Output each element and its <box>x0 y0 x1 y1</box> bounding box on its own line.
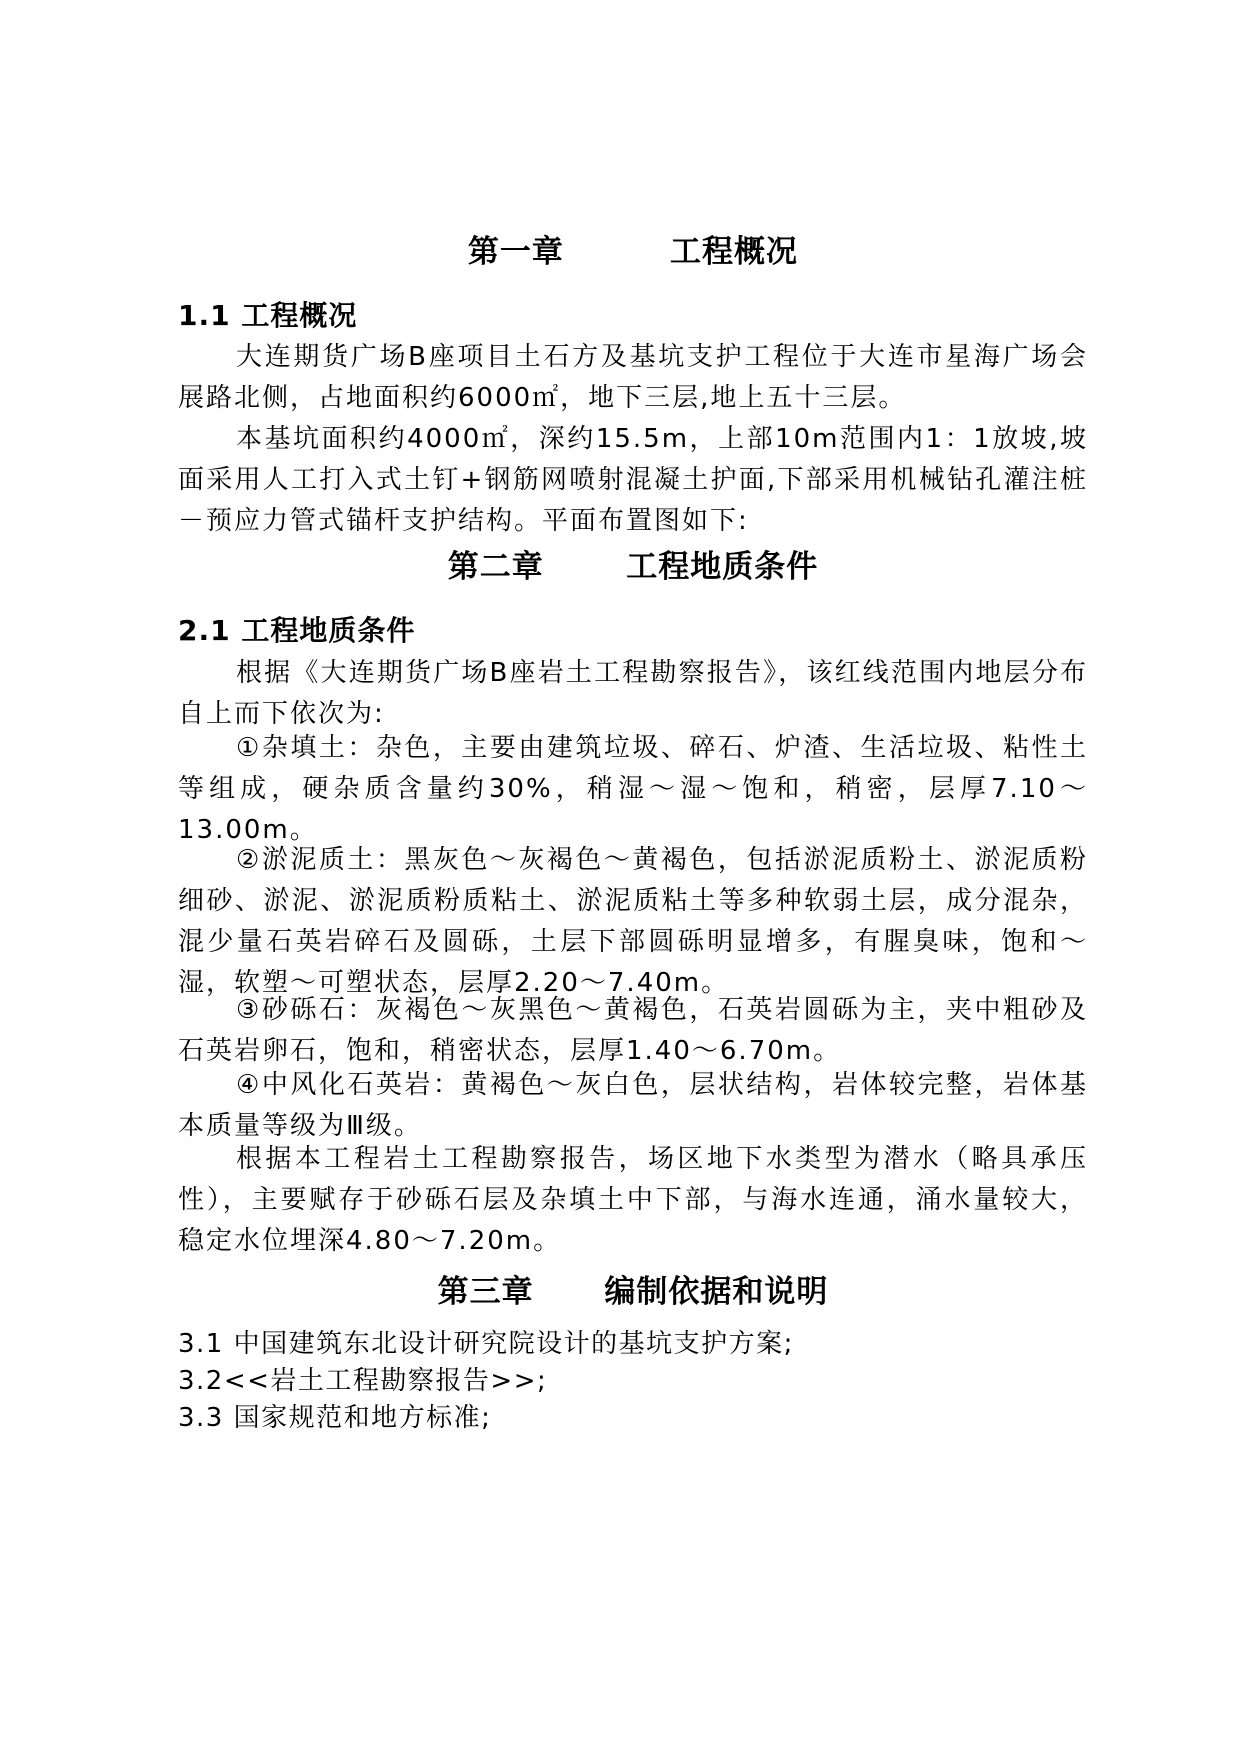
basis-item-2: 3.2<<岩土工程勘察报告>>; <box>178 1366 548 1396</box>
layer-1-description: ①杂填土：杂色，主要由建筑垃圾、碎石、炉渣、生活垃圾、粘性土等组成，硬杂质含量约30%，稍湿～湿～饱和，稍密，层厚7.10～13.00m。 <box>178 733 1088 845</box>
chapter-3-title: 第三章 编制依据和说明 <box>437 1274 829 1310</box>
layer-3-description: ③砂砾石：灰褐色～灰黑色～黄褐色，石英岩圆砾为主，夹中粗砂及石英岩卵石，饱和，稍密状态，层厚1.40～6.70m。 <box>178 995 1088 1066</box>
basis-item-1: 3.1 中国建筑东北设计研究院设计的基坑支护方案; <box>178 1329 794 1359</box>
section-2-1-paragraph-1: 根据《大连期货广场B座岩土工程勘察报告》，该红线范围内地层分布自上而下依次为: <box>178 658 1088 729</box>
section-1-1-heading: 1.1 工程概况 <box>178 299 358 332</box>
layer-4-description: ④中风化石英岩：黄褐色～灰白色，层状结构，岩体较完整，岩体基本质量等级为Ⅲ级。 <box>178 1070 1088 1141</box>
layer-2-description: ②淤泥质土：黑灰色～灰褐色～黄褐色，包括淤泥质粉土、淤泥质粉细砂、淤泥、淤泥质粉质粘土、淤泥质粘土等多种软弱土层，成分混杂，混少量石英岩碎石及圆砾，土层下部圆砾明显增多，有腥臭味，饱和～湿，软塑～可塑状态，层厚2.20～7.40m。 <box>178 845 1088 998</box>
section-1-1-paragraph-2: 本基坑面积约4000㎡，深约15.5m，上部10m范围内1：1放坡,坡面采用人工打入式土钉+钢筋网喷射混凝土护面,下部采用机械钻孔灌注桩－预应力管式锚杆支护结构。平面布置图如下: <box>178 424 1088 536</box>
chapter-1-title: 第一章 工程概况 <box>467 234 799 270</box>
section-2-1-heading: 2.1 工程地质条件 <box>178 614 416 647</box>
basis-item-3: 3.3 国家规范和地方标准; <box>178 1403 492 1433</box>
section-1-1-paragraph-1: 大连期货广场B座项目土石方及基坑支护工程位于大连市星海广场会展路北侧，占地面积约6000㎡，地下三层,地上五十三层。 <box>178 342 1088 413</box>
chapter-2-title: 第二章 工程地质条件 <box>447 549 819 585</box>
groundwater-paragraph: 根据本工程岩土工程勘察报告，场区地下水类型为潜水（略具承压性），主要赋存于砂砾石层及杂填土中下部，与海水连通，涌水量较大，稳定水位埋深4.80～7.20m。 <box>178 1144 1088 1256</box>
